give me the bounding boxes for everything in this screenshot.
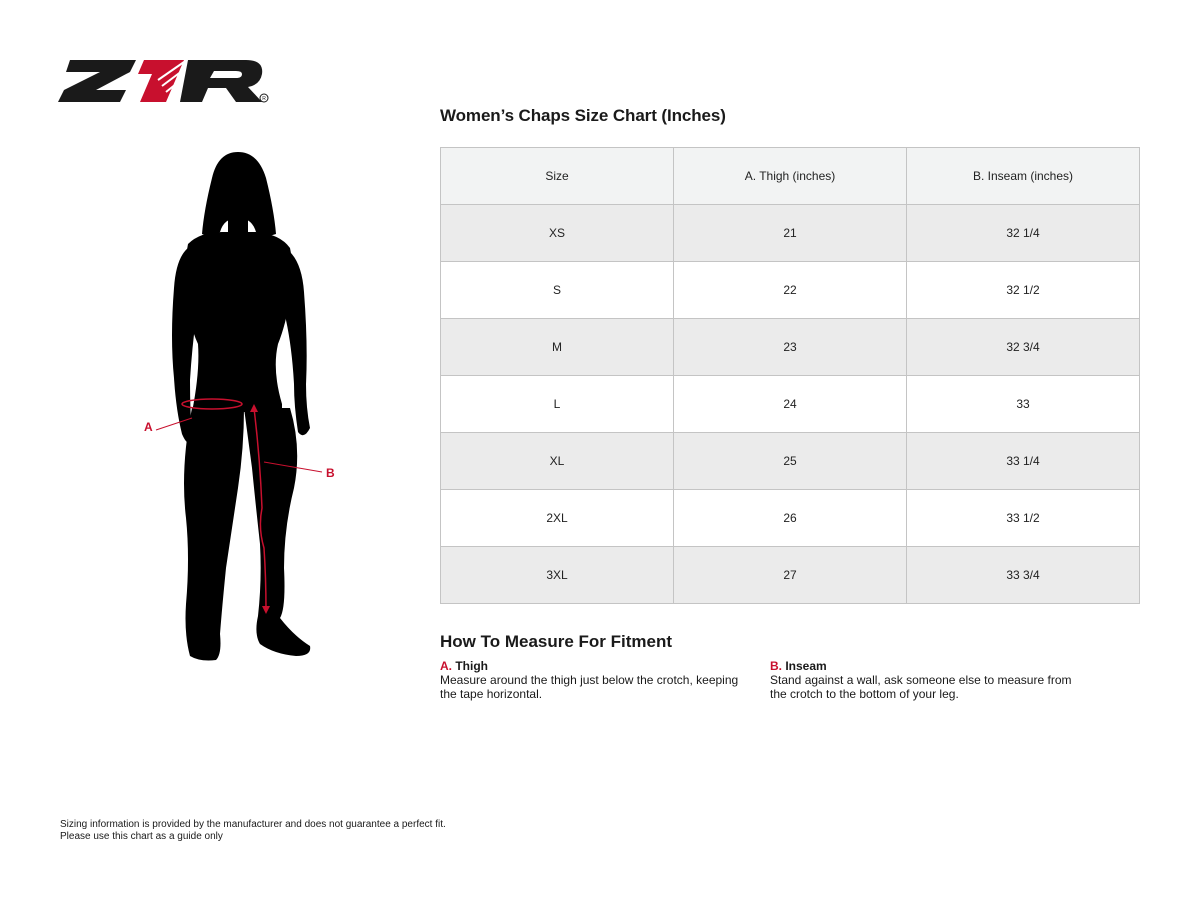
thigh-cell: 27 [674, 547, 907, 604]
table-row [441, 262, 1140, 319]
female-silhouette [140, 148, 340, 668]
thigh-cell: 21 [674, 205, 907, 262]
inseam-cell: 33 [907, 376, 1140, 433]
measure-item-name: Inseam [785, 659, 827, 673]
how-to-measure-title: How To Measure For Fitment [440, 632, 673, 651]
table-row [441, 433, 1140, 490]
disclaimer [60, 819, 446, 843]
inseam-cell: 32 3/4 [907, 319, 1140, 376]
disclaimer-line-1: Sizing information is provided by the manufacturer and does not guarantee a perfect fit. [60, 819, 446, 830]
thigh-cell: 24 [674, 376, 907, 433]
measure-item-thigh [440, 659, 750, 701]
measure-item-text: Stand against a wall, ask someone else to measure from the crotch to the bottom of your leg. [770, 673, 1072, 701]
z1r-logo-graphic [58, 58, 272, 104]
header-inseam: B. Inseam (inches) [907, 148, 1140, 205]
thigh-cell: 23 [674, 319, 907, 376]
inseam-cell: 33 1/2 [907, 490, 1140, 547]
measure-item-text: Measure around the thigh just below the crotch, keeping the tape horizontal. [440, 673, 739, 701]
thigh-cell: 26 [674, 490, 907, 547]
measure-item-inseam [770, 659, 1080, 701]
size-cell: S [441, 262, 674, 319]
size-chart-table [440, 147, 1140, 604]
inseam-cell: 32 1/2 [907, 262, 1140, 319]
inseam-cell: 33 3/4 [907, 547, 1140, 604]
measure-item-heading [770, 659, 1080, 673]
svg-text:R: R [262, 96, 266, 102]
size-cell: XL [441, 433, 674, 490]
table-row [441, 205, 1140, 262]
size-cell: M [441, 319, 674, 376]
thigh-cell: 25 [674, 433, 907, 490]
table-header-row [441, 148, 1140, 205]
header-thigh: A. Thigh (inches) [674, 148, 907, 205]
table-row [441, 547, 1140, 604]
table-row [441, 319, 1140, 376]
size-chart-title: Women’s Chaps Size Chart (Inches) [440, 106, 726, 125]
measurement-figure [140, 148, 340, 668]
callout-label-a: A [144, 420, 153, 434]
table-row [441, 490, 1140, 547]
inseam-cell: 33 1/4 [907, 433, 1140, 490]
size-cell: 3XL [441, 547, 674, 604]
disclaimer-line-2: Please use this chart as a guide only [60, 831, 223, 842]
measure-item-name: Thigh [455, 659, 488, 673]
size-cell: XS [441, 205, 674, 262]
size-cell: L [441, 376, 674, 433]
callout-label-b: B [326, 466, 335, 480]
measure-item-letter: B. [770, 659, 782, 673]
inseam-cell: 32 1/4 [907, 205, 1140, 262]
thigh-cell: 22 [674, 262, 907, 319]
brand-logo [58, 58, 272, 104]
measure-item-letter: A. [440, 659, 452, 673]
size-cell: 2XL [441, 490, 674, 547]
header-size: Size [441, 148, 674, 205]
table-row [441, 376, 1140, 433]
measure-item-heading [440, 659, 750, 673]
